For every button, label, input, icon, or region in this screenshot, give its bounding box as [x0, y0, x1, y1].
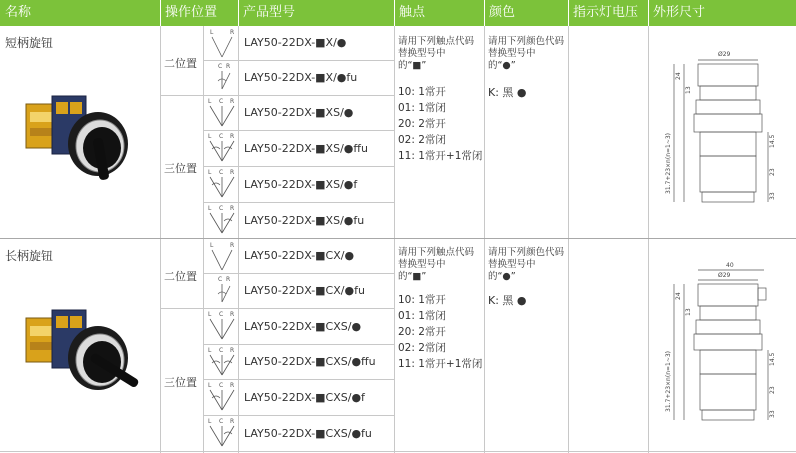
position-label: 二位置 [164, 57, 197, 70]
model-number: LAY50-22DX-■CX/● [244, 249, 355, 262]
model-number: LAY50-22DX-■X/●fu [244, 71, 358, 84]
switch-label-l: L [210, 242, 214, 249]
short-knob-photo [18, 82, 138, 190]
switch-label-r: R [230, 418, 235, 425]
grid-line [648, 26, 649, 453]
contact-codes: 10: 1常开 01: 1常闭 20: 2常开 02: 2常闭 11: 1常开+1常闭 [398, 294, 483, 370]
dim-label: 31.7+23×n(n=1~3) [665, 350, 672, 412]
grid-line [568, 26, 569, 453]
switch-symbol-icon [204, 309, 240, 343]
switch-symbol-icon [204, 27, 240, 61]
switch-symbol-icon [204, 380, 240, 414]
header-model: 产品型号 [243, 5, 296, 20]
header-voltage: 指示灯电压 [573, 5, 639, 20]
dim-label: 14.5 [769, 134, 776, 148]
grid-line [160, 95, 394, 96]
dim-label: Ø29 [718, 51, 731, 58]
switch-symbol-icon [204, 416, 240, 450]
grid-line [0, 451, 796, 452]
model-number: LAY50-22DX-■XS/●f [244, 178, 358, 191]
switch-label-r: R [230, 98, 235, 105]
switch-label-c: C [219, 169, 224, 176]
switch-label-c: C [219, 205, 224, 212]
model-number: LAY50-22DX-■CX/●fu [244, 284, 365, 297]
grid-line [484, 26, 485, 453]
switch-label-l: L [208, 169, 212, 176]
outline-drawing [660, 44, 790, 220]
dim-label: 33 [769, 192, 776, 200]
switch-symbol-icon [204, 274, 240, 308]
switch-label-c: C [219, 382, 224, 389]
switch-label-c: C [218, 63, 223, 70]
grid-line [160, 308, 394, 309]
switch-label-l: L [208, 418, 212, 425]
switch-label-r: R [230, 311, 235, 318]
contact-note: 请用下列触点代码 替换型号中 的“■” [398, 36, 475, 71]
switch-label-r: R [230, 133, 235, 140]
grid-line [394, 26, 395, 453]
switch-symbol-icon [204, 240, 240, 274]
dim-label: 23 [769, 168, 776, 176]
contact-note: 请用下列触点代码 替换型号中 的“■” [398, 247, 475, 282]
header-operation: 操作位置 [165, 5, 218, 20]
contact-codes: 10: 1常开 01: 1常闭 20: 2常开 02: 2常闭 11: 1常开+1常闭 [398, 86, 483, 162]
switch-label-r: R [230, 169, 235, 176]
switch-symbol-icon [204, 96, 240, 130]
model-number: LAY50-22DX-■XS/●fu [244, 214, 365, 227]
switch-label-r: R [230, 205, 235, 212]
switch-symbol-icon [204, 345, 240, 379]
switch-label-r: R [226, 63, 231, 70]
dim-label: 24 [675, 72, 682, 80]
long-knob-photo [18, 300, 146, 406]
switch-label-l: L [208, 205, 212, 212]
switch-label-l: L [208, 347, 212, 354]
header-outline: 外形尺寸 [653, 5, 706, 20]
color-code: K: 黑 ● [488, 294, 527, 307]
dim-label: 40 [726, 262, 734, 269]
grid-line [160, 26, 161, 453]
model-number: LAY50-22DX-■CXS/●ffu [244, 355, 376, 368]
switch-label-r: R [230, 29, 235, 36]
group-divider [0, 238, 796, 239]
model-number: LAY50-22DX-■CXS/●f [244, 391, 365, 404]
switch-label-l: L [208, 98, 212, 105]
switch-symbol-icon [204, 203, 240, 237]
switch-label-c: C [219, 418, 224, 425]
switch-label-l: L [208, 133, 212, 140]
switch-label-c: C [219, 133, 224, 140]
position-label: 二位置 [164, 270, 197, 283]
header-contact: 触点 [399, 5, 426, 20]
switch-label-l: L [210, 29, 214, 36]
model-number: LAY50-22DX-■XS/●ffu [244, 142, 368, 155]
header-color: 颜色 [489, 5, 516, 20]
dim-label: 33 [769, 410, 776, 418]
dim-label: 31.7+23×n(n=1~3) [665, 132, 672, 194]
switch-symbol-icon [204, 167, 240, 201]
outline-drawing [660, 262, 790, 438]
product-name: 短柄旋钮 [5, 36, 54, 50]
product-name: 长柄旋钮 [5, 249, 54, 263]
switch-label-c: C [218, 276, 223, 283]
header-name: 名称 [5, 5, 32, 20]
position-label: 三位置 [164, 162, 197, 175]
color-note: 请用下列颜色代码 替换型号中 的“●” [488, 36, 565, 71]
table-header [0, 0, 796, 26]
color-note: 请用下列颜色代码 替换型号中 的“●” [488, 247, 565, 282]
switch-label-c: C [219, 98, 224, 105]
dim-label: Ø29 [718, 272, 731, 279]
switch-symbol-icon [204, 61, 240, 95]
position-label: 三位置 [164, 376, 197, 389]
model-number: LAY50-22DX-■CXS/●fu [244, 427, 372, 440]
switch-label-c: C [219, 311, 224, 318]
switch-label-c: C [219, 347, 224, 354]
switch-label-r: R [226, 276, 231, 283]
color-code: K: 黑 ● [488, 86, 527, 99]
dim-label: 24 [675, 292, 682, 300]
switch-label-r: R [230, 242, 235, 249]
dim-label: 14.5 [769, 352, 776, 366]
model-number: LAY50-22DX-■XS/● [244, 106, 354, 119]
model-number: LAY50-22DX-■CXS/● [244, 320, 362, 333]
dim-label: 13 [685, 86, 692, 94]
switch-label-l: L [208, 382, 212, 389]
model-number: LAY50-22DX-■X/● [244, 36, 347, 49]
dim-label: 23 [769, 386, 776, 394]
switch-label-r: R [230, 347, 235, 354]
switch-label-l: L [208, 311, 212, 318]
switch-symbol-icon [204, 131, 240, 165]
switch-label-r: R [230, 382, 235, 389]
dim-label: 13 [685, 308, 692, 316]
